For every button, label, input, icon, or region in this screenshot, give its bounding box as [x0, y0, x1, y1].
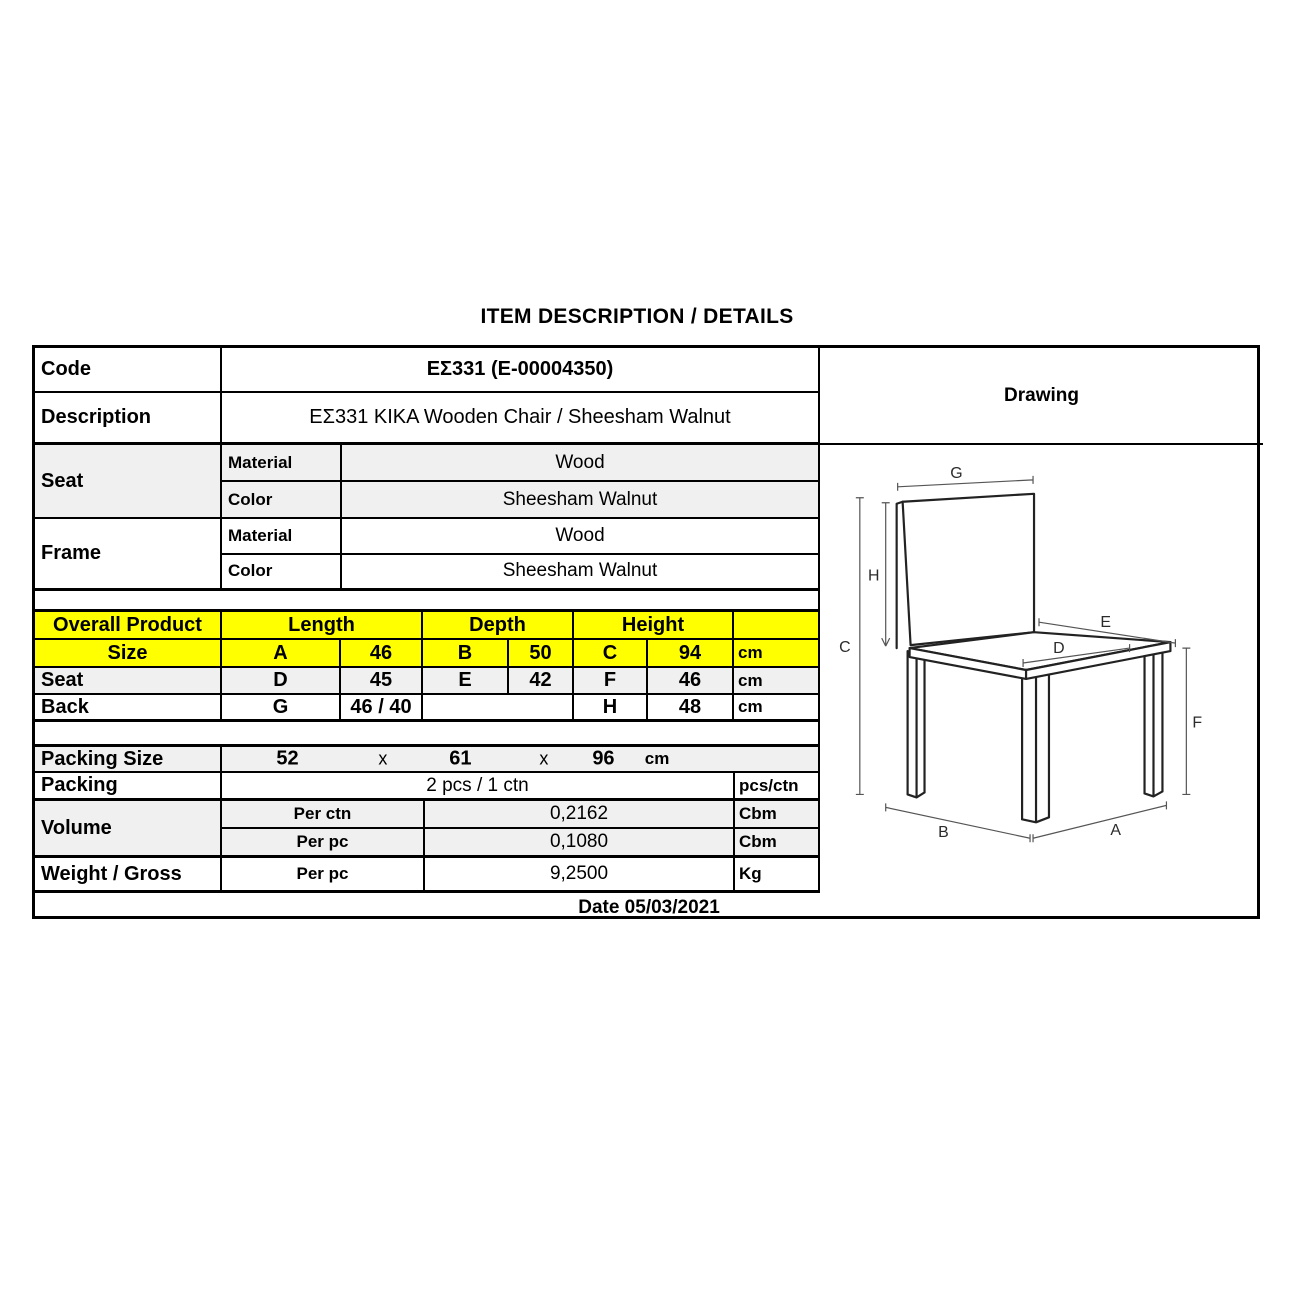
packing-size-unit: cm: [644, 749, 670, 768]
volume-label: Volume: [35, 801, 222, 855]
code-value: ΕΣ331 (E-00004350): [426, 358, 614, 380]
back-size-unit: cm: [738, 697, 763, 716]
dim-label-f: F: [1192, 714, 1203, 732]
volume-per-pc-label: Per pc: [222, 829, 425, 855]
dim-h-value: 48: [648, 695, 734, 719]
spacer-row: [35, 591, 818, 612]
dim-c-value: 94: [648, 640, 734, 666]
frame-material-label: Material: [222, 519, 342, 553]
spec-table: [32, 345, 1260, 919]
dim-d-key: D: [222, 668, 341, 693]
dim-label-e: E: [1100, 614, 1112, 632]
spacer-row: [35, 722, 818, 747]
frame-color-value: Sheesham Walnut: [502, 560, 658, 582]
seat-section-label: Seat: [35, 445, 222, 517]
size-header-unit: cm: [738, 643, 763, 662]
volume-per-pc-value: 0,1080: [425, 829, 735, 855]
description-value: ΕΣ331 KIKA Wooden Chair / Sheesham Walnut: [309, 406, 731, 428]
volume-per-ctn-value: 0,2162: [425, 801, 735, 827]
dim-c-key: C: [574, 640, 648, 666]
packing-size-label: Packing Size: [35, 747, 222, 771]
dim-line-h: [882, 503, 890, 646]
seat-size-label: Seat: [35, 668, 222, 693]
dim-d-value: 45: [341, 668, 423, 693]
back-size-label: Back: [35, 695, 222, 719]
volume-section: [35, 801, 818, 858]
dim-b-value: 50: [509, 640, 574, 666]
drawing-panel: [818, 445, 1263, 893]
frame-material-value: Wood: [555, 524, 605, 546]
packing-row: [35, 773, 818, 801]
drawing-panel-title: Drawing: [818, 348, 1263, 445]
weight-row: [35, 858, 818, 893]
size-header-unit-spacer: [734, 612, 818, 638]
chair-backrest-edge: [897, 502, 903, 648]
packing-unit: pcs/ctn: [739, 775, 799, 795]
volume-per-pc-row: [222, 829, 818, 855]
weight-per-label: Per pc: [222, 858, 425, 890]
dim-line-b: [886, 803, 1030, 842]
height-header: Height: [574, 612, 734, 638]
description-label: Description: [35, 393, 222, 442]
chair-leg-right: [1145, 647, 1163, 796]
seat-color-value: Sheesham Walnut: [502, 488, 658, 510]
seat-size-unit: cm: [738, 670, 763, 690]
frame-color-row: [222, 555, 818, 589]
weight-value: 9,2500: [425, 858, 735, 890]
packing-value: 2 pcs / 1 ctn: [222, 773, 735, 798]
length-header: Length: [222, 612, 423, 638]
seat-size-row: [35, 668, 818, 695]
chair-backrest: [903, 494, 1034, 645]
packing-size-times: x: [539, 748, 549, 769]
dim-e-key: E: [423, 668, 509, 693]
dim-a-key: A: [222, 640, 341, 666]
dim-label-a: A: [1110, 822, 1121, 840]
dim-label-d: D: [1053, 640, 1065, 658]
seat-color-label: Color: [222, 482, 342, 517]
volume-per-pc-unit: Cbm: [739, 832, 777, 851]
dim-g-value: 46 / 40: [341, 695, 423, 719]
date-value: Date 05/03/2021: [578, 896, 720, 918]
size-header-row-2: [35, 640, 818, 668]
packing-label: Packing: [35, 773, 222, 798]
weight-unit: Kg: [739, 864, 762, 883]
page-title: ITEM DESCRIPTION / DETAILS: [480, 305, 794, 328]
chair-leg-back-left: [908, 650, 925, 797]
code-label: Code: [35, 348, 222, 391]
packing-size-width: 61: [449, 747, 472, 770]
packing-size-length: 52: [276, 747, 299, 770]
depth-header: Depth: [423, 612, 574, 638]
size-header-label-2: Size: [35, 640, 222, 666]
dim-line-f: [1182, 648, 1190, 794]
dim-f-key: F: [574, 668, 648, 693]
packing-size-times: x: [378, 748, 388, 769]
size-header-label-1: Overall Product: [35, 612, 222, 638]
date-row: [35, 893, 1263, 922]
dim-e-value: 42: [509, 668, 574, 693]
volume-per-ctn-row: [222, 801, 818, 829]
chair-leg-front: [1022, 673, 1049, 822]
weight-label: Weight / Gross: [35, 858, 222, 890]
dim-g-key: G: [222, 695, 341, 719]
frame-material-row: [222, 519, 818, 555]
seat-material-value: Wood: [555, 451, 605, 473]
dim-f-value: 46: [648, 668, 734, 693]
dim-line-c: [856, 498, 864, 795]
seat-color-row: [222, 482, 818, 517]
dim-line-a: [1033, 801, 1166, 842]
frame-section-label: Frame: [35, 519, 222, 588]
seat-material-row: [222, 445, 818, 482]
seat-material-label: Material: [222, 445, 342, 480]
back-size-empty: [423, 695, 574, 719]
description-row: [35, 393, 818, 445]
dim-b-key: B: [423, 640, 509, 666]
code-row: [35, 348, 818, 393]
back-size-row: [35, 695, 818, 722]
dim-h-key: H: [574, 695, 648, 719]
packing-size-height: 96: [592, 747, 615, 770]
frame-color-label: Color: [222, 555, 342, 589]
dim-label-g: G: [950, 464, 963, 482]
seat-section: [35, 445, 818, 519]
volume-per-ctn-label: Per ctn: [222, 801, 425, 827]
chair-drawing: [820, 445, 1263, 893]
frame-section: [35, 519, 818, 591]
packing-size-row: [35, 747, 818, 773]
size-header-row-1: [35, 612, 818, 640]
packing-size-value: [222, 747, 818, 771]
dim-line-g: [898, 476, 1033, 491]
dim-label-b: B: [938, 824, 949, 842]
volume-per-ctn-unit: Cbm: [739, 804, 777, 823]
dim-a-value: 46: [341, 640, 423, 666]
dim-label-h: H: [868, 567, 880, 585]
dim-label-c: C: [839, 639, 851, 657]
